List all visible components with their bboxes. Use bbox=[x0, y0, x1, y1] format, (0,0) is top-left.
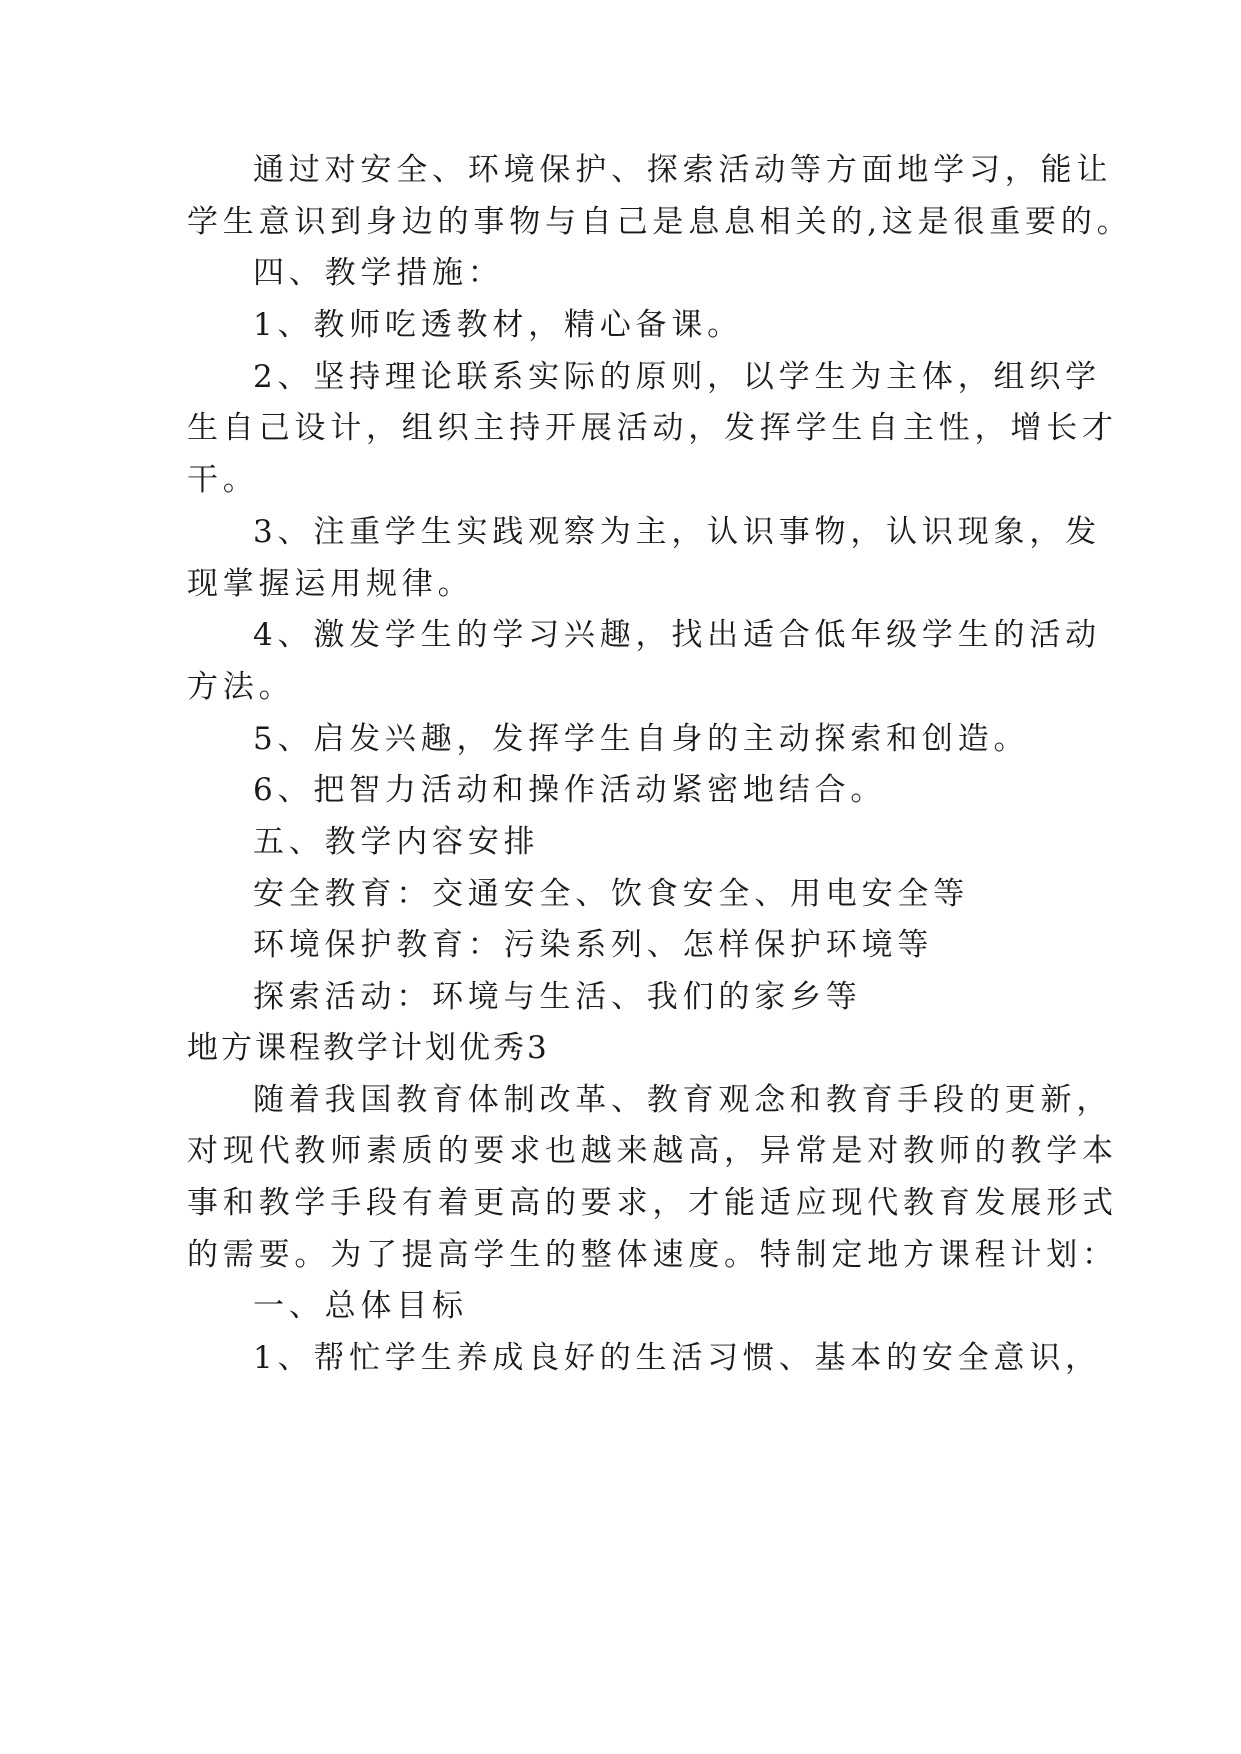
list-item: 4、激发学生的学习兴趣，找出适合低年级学生的活动 bbox=[253, 617, 1101, 653]
paragraph-line: 通过对安全、环境保护、探索活动等方面地学习，能让 bbox=[253, 152, 1113, 188]
section-heading: 五、教学内容安排 bbox=[253, 824, 540, 860]
paragraph-line: 现掌握运用规律。 bbox=[187, 566, 474, 602]
content-item: 环境保护教育：污染系列、怎样保护环境等 bbox=[253, 927, 934, 963]
paragraph-line: 对现代教师素质的要求也越来越高，异常是对教师的教学本 bbox=[187, 1133, 1118, 1169]
content-item: 安全教育：交通安全、饮食安全、用电安全等 bbox=[253, 876, 969, 912]
list-item: 5、启发兴趣，发挥学生自身的主动探索和创造。 bbox=[253, 721, 1030, 757]
section-heading: 一、总体目标 bbox=[253, 1288, 468, 1324]
section-heading: 四、教学措施： bbox=[253, 255, 504, 291]
paragraph-line: 方法。 bbox=[187, 669, 295, 705]
paragraph-line: 生自己设计，组织主持开展活动，发挥学生自主性，增长才 bbox=[187, 410, 1118, 446]
paragraph-line: 干。 bbox=[187, 462, 259, 498]
list-item: 2、坚持理论联系实际的原则，以学生为主体，组织学 bbox=[253, 359, 1101, 395]
document-title: 地方课程教学计划优秀3 bbox=[187, 1030, 550, 1066]
list-item: 3、注重学生实践观察为主，认识事物，认识现象，发 bbox=[253, 514, 1101, 550]
list-item: 1、帮忙学生养成良好的生活习惯、基本的安全意识， bbox=[253, 1340, 1101, 1376]
list-item: 1、教师吃透教材，精心备课。 bbox=[253, 307, 743, 343]
list-item: 6、把智力活动和操作活动紧密地结合。 bbox=[253, 772, 887, 808]
paragraph-line: 随着我国教育体制改革、教育观念和教育手段的更新， bbox=[253, 1082, 1113, 1118]
content-item: 探索活动：环境与生活、我们的家乡等 bbox=[253, 979, 862, 1015]
paragraph-line: 的需要。为了提高学生的整体速度。特制定地方课程计划： bbox=[187, 1237, 1118, 1273]
paragraph-line: 事和教学手段有着更高的要求，才能适应现代教育发展形式 bbox=[187, 1185, 1118, 1221]
paragraph-line: 学生意识到身边的事物与自己是息息相关的,这是很重要的。 bbox=[187, 204, 1133, 240]
